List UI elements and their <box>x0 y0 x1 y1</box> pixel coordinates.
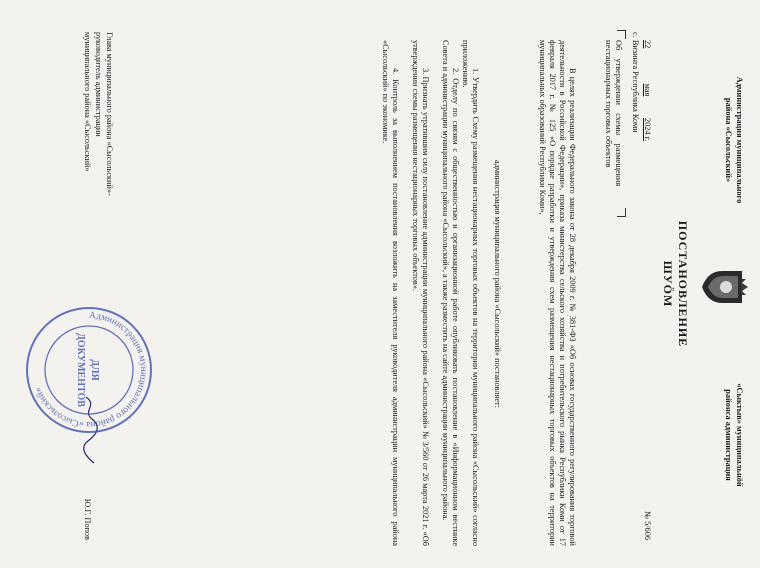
subject-line2: нестационарных торговых объектов <box>604 40 613 168</box>
subject-line1: Об утверждении схемы размещения <box>614 40 623 187</box>
preamble-paragraph: В целях реализации Федерального закона от 28 декабря 2009 г. № 381-ФЗ «Об основах государственного регулирования торговой деятельности в Российской Федерации», приказа министерства сельского хозяйства и потребительского рынка Республики Коми от 17 февраля 2017 г. № 125 «О порядке разработки и утверждения схем размещения нестационарных торговых объектов на территории муниципальных образований Республики Коми», <box>538 40 577 546</box>
date-year: 2024 г. <box>643 118 652 142</box>
signature-title-line1: Глава муниципального района «Сысольский»- <box>105 32 114 196</box>
document-place: с. Визинга Республика Коми <box>631 32 640 133</box>
signatory-name: Ю.Г. Попов <box>83 498 92 540</box>
item-2: 2. Отделу по связям с общественностью и организационной работе опубликовать постановление в «Информационном вестнике Совета и администрации муниципального района «Сысольский», а также разместить на сайте администрации муниципального района. <box>441 40 460 546</box>
document-title-komi: ШУÖМ <box>661 260 675 308</box>
left-org-line2: района «Сысольский» <box>724 97 733 183</box>
item-3: 3. Признать утратившим силу постановление администрации муниципального района «Сысольский» № 3/560 от 26 марта 2021 г. «Об утверждении схемы размещения нестационарных торговых объектов». <box>411 40 430 546</box>
item-4: 4. Контроль за выполнением постановления возложить на заместителя руководителя администрации муниципального района «Сысольский» по экономике. <box>381 40 400 546</box>
stamp-center-line1: ДЛЯ <box>89 359 100 381</box>
left-org-line1: Администрация муниципального <box>735 76 744 204</box>
document-title: ПОСТАНОВЛЕНИЕ <box>676 220 690 348</box>
right-org-line2: районса администрация <box>724 389 733 481</box>
date-day: 22 <box>643 40 652 49</box>
date-month: мая <box>643 83 652 97</box>
document-number: № 5/606 <box>643 511 652 540</box>
official-stamp <box>24 305 154 435</box>
right-org-line1: «Сыктыв» муниципальнöй <box>735 383 744 487</box>
stamp-ring-text: Администрация муниципального района «Сысольский» <box>33 310 149 430</box>
stamp-center-line2: ДОКУМЕНТОВ <box>75 333 86 407</box>
subject-bracket-left <box>617 30 626 39</box>
coat-of-arms-icon <box>700 265 750 309</box>
item-1: 1. Утвердить Схему размещения нестационарных торговых объектов на территории муниципального района «Сысольский» согласно приложению. <box>461 40 480 546</box>
signature-title-line3: муниципального района «Сысольский» <box>83 32 92 172</box>
resolution-line: администрация муниципального района «Сысольский» постановляет: <box>493 160 502 408</box>
signature-title-line2: руководитель администрации <box>94 32 103 137</box>
